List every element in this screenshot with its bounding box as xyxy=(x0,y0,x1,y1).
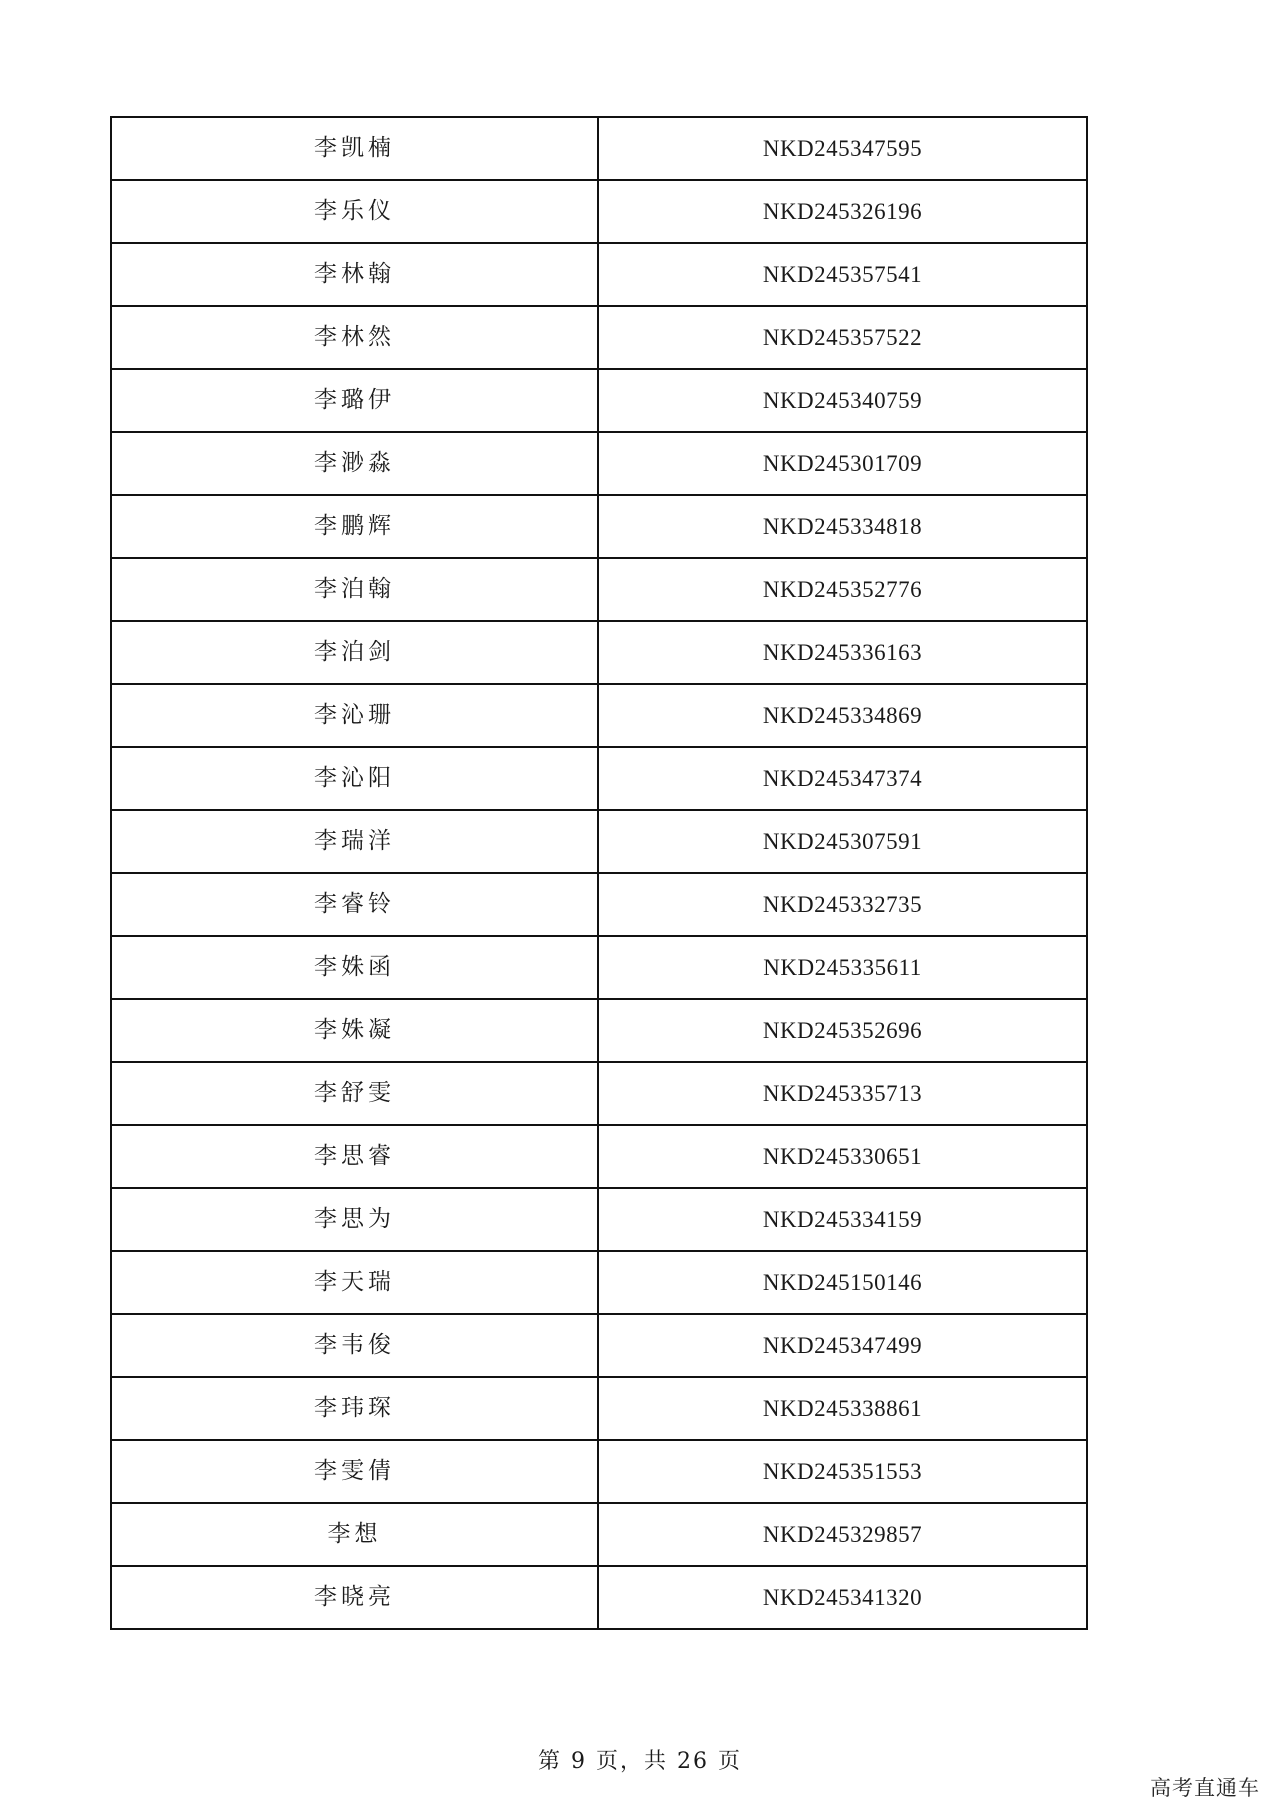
name-cell: 李韦俊 xyxy=(111,1314,598,1377)
code-cell: NKD245334818 xyxy=(598,495,1087,558)
name-cell: 李鹏辉 xyxy=(111,495,598,558)
code-cell: NKD245338861 xyxy=(598,1377,1087,1440)
code-cell: NKD245301709 xyxy=(598,432,1087,495)
name-cell: 李璐伊 xyxy=(111,369,598,432)
table-row xyxy=(111,558,1087,621)
footer-suffix: 页 xyxy=(718,1749,743,1774)
code-cell: NKD245334159 xyxy=(598,1188,1087,1251)
table-row xyxy=(111,684,1087,747)
table-row xyxy=(111,1566,1087,1629)
code-cell: NKD245340759 xyxy=(598,369,1087,432)
name-cell: 李瑞洋 xyxy=(111,810,598,873)
code-cell: NKD245335713 xyxy=(598,1062,1087,1125)
name-cell: 李林然 xyxy=(111,306,598,369)
name-cell: 李沁阳 xyxy=(111,747,598,810)
code-cell: NKD245329857 xyxy=(598,1503,1087,1566)
name-cell: 李姝凝 xyxy=(111,999,598,1062)
name-cell: 李沁珊 xyxy=(111,684,598,747)
table-row xyxy=(111,117,1087,180)
name-cell: 李睿铃 xyxy=(111,873,598,936)
footer-current-page: 9 xyxy=(570,1749,587,1774)
name-cell: 李凯楠 xyxy=(111,117,598,180)
code-cell: NKD245326196 xyxy=(598,180,1087,243)
table-row xyxy=(111,180,1087,243)
name-cell: 李舒雯 xyxy=(111,1062,598,1125)
name-cell: 李思睿 xyxy=(111,1125,598,1188)
roster-table xyxy=(110,116,1088,1630)
table-row xyxy=(111,1377,1087,1440)
table-row xyxy=(111,1440,1087,1503)
table-row xyxy=(111,999,1087,1062)
code-cell: NKD245341320 xyxy=(598,1566,1087,1629)
code-cell: NKD245330651 xyxy=(598,1125,1087,1188)
table-row xyxy=(111,432,1087,495)
table-row xyxy=(111,621,1087,684)
code-cell: NKD245336163 xyxy=(598,621,1087,684)
table-row xyxy=(111,1251,1087,1314)
code-cell: NKD245307591 xyxy=(598,810,1087,873)
name-cell: 李乐仪 xyxy=(111,180,598,243)
name-cell: 李天瑞 xyxy=(111,1251,598,1314)
code-cell: NKD245351553 xyxy=(598,1440,1087,1503)
table-row xyxy=(111,306,1087,369)
code-cell: NKD245352696 xyxy=(598,999,1087,1062)
footer-total-pages: 26 xyxy=(677,1749,709,1774)
watermark: 高考直通车 xyxy=(1150,1776,1260,1800)
table-row xyxy=(111,495,1087,558)
name-cell: 李想 xyxy=(111,1503,598,1566)
footer-prefix: 第 xyxy=(537,1749,562,1774)
name-cell: 李泊翰 xyxy=(111,558,598,621)
table-row xyxy=(111,747,1087,810)
name-cell: 李晓亮 xyxy=(111,1566,598,1629)
page-footer xyxy=(0,1744,1280,1775)
name-cell: 李林翰 xyxy=(111,243,598,306)
code-cell: NKD245332735 xyxy=(598,873,1087,936)
table-row xyxy=(111,1314,1087,1377)
footer-middle: 页，共 xyxy=(595,1749,668,1774)
table-row xyxy=(111,1188,1087,1251)
roster-table-body xyxy=(111,117,1087,1629)
name-cell: 李思为 xyxy=(111,1188,598,1251)
table-row xyxy=(111,873,1087,936)
name-cell: 李雯倩 xyxy=(111,1440,598,1503)
code-cell: NKD245352776 xyxy=(598,558,1087,621)
table-row xyxy=(111,936,1087,999)
table-row xyxy=(111,243,1087,306)
table-row xyxy=(111,810,1087,873)
code-cell: NKD245357522 xyxy=(598,306,1087,369)
code-cell: NKD245347374 xyxy=(598,747,1087,810)
table-row xyxy=(111,1125,1087,1188)
code-cell: NKD245150146 xyxy=(598,1251,1087,1314)
name-cell: 李泊剑 xyxy=(111,621,598,684)
table-row xyxy=(111,369,1087,432)
name-cell: 李姝函 xyxy=(111,936,598,999)
code-cell: NKD245334869 xyxy=(598,684,1087,747)
code-cell: NKD245347595 xyxy=(598,117,1087,180)
code-cell: NKD245357541 xyxy=(598,243,1087,306)
table-row xyxy=(111,1503,1087,1566)
code-cell: NKD245335611 xyxy=(598,936,1087,999)
name-cell: 李玮琛 xyxy=(111,1377,598,1440)
name-cell: 李渺淼 xyxy=(111,432,598,495)
code-cell: NKD245347499 xyxy=(598,1314,1087,1377)
table-row xyxy=(111,1062,1087,1125)
